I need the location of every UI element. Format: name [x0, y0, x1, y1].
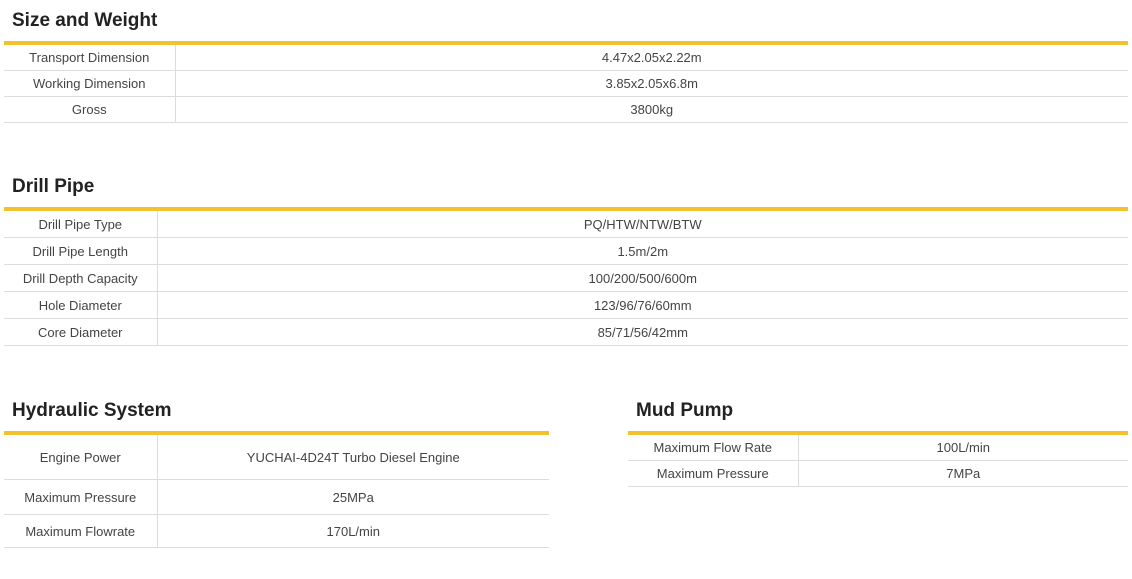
row-value: 123/96/76/60mm — [157, 292, 1128, 319]
section-title: Mud Pump — [636, 400, 734, 421]
row-value: 170L/min — [157, 515, 549, 548]
row-value: 100/200/500/600m — [157, 265, 1128, 292]
section-title: Hydraulic System — [12, 400, 172, 421]
row-value: 25MPa — [157, 480, 549, 515]
row-label: Drill Pipe Type — [4, 211, 157, 238]
row-value: 100L/min — [798, 435, 1128, 461]
hydraulic-system-section — [4, 400, 549, 548]
mud-pump-section — [628, 400, 1128, 487]
table-row — [628, 435, 1128, 461]
table-row — [4, 319, 1128, 346]
table-row — [4, 45, 1128, 71]
table-row — [4, 71, 1128, 97]
table-row — [4, 435, 549, 480]
row-value: 3.85x2.05x6.8m — [175, 71, 1128, 97]
size-weight-section — [4, 10, 1128, 123]
row-label: Maximum Pressure — [4, 480, 157, 515]
row-label: Core Diameter — [4, 319, 157, 346]
row-value: 1.5m/2m — [157, 238, 1128, 265]
table-row — [4, 480, 549, 515]
drill-pipe-section — [4, 176, 1128, 346]
row-label: Engine Power — [4, 435, 157, 480]
row-value: 85/71/56/42mm — [157, 319, 1128, 346]
section-title: Drill Pipe — [12, 176, 95, 197]
spec-table — [4, 211, 1128, 346]
row-value: PQ/HTW/NTW/BTW — [157, 211, 1128, 238]
row-value: 4.47x2.05x2.22m — [175, 45, 1128, 71]
row-label: Gross — [4, 97, 175, 123]
spec-table — [628, 435, 1128, 487]
row-value: 3800kg — [175, 97, 1128, 123]
row-label: Maximum Flow Rate — [628, 435, 798, 461]
row-label: Hole Diameter — [4, 292, 157, 319]
row-label: Transport Dimension — [4, 45, 175, 71]
table-row — [4, 97, 1128, 123]
table-row — [628, 461, 1128, 487]
row-label: Maximum Pressure — [628, 461, 798, 487]
table-row — [4, 211, 1128, 238]
row-label: Maximum Flowrate — [4, 515, 157, 548]
table-row — [4, 292, 1128, 319]
section-title: Size and Weight — [12, 10, 158, 31]
row-value: 7MPa — [798, 461, 1128, 487]
table-row — [4, 265, 1128, 292]
row-label: Drill Depth Capacity — [4, 265, 157, 292]
spec-table — [4, 435, 549, 548]
row-label: Working Dimension — [4, 71, 175, 97]
table-row — [4, 238, 1128, 265]
row-label: Drill Pipe Length — [4, 238, 157, 265]
table-row — [4, 515, 549, 548]
spec-table — [4, 45, 1128, 123]
row-value: YUCHAI-4D24T Turbo Diesel Engine — [157, 435, 549, 480]
